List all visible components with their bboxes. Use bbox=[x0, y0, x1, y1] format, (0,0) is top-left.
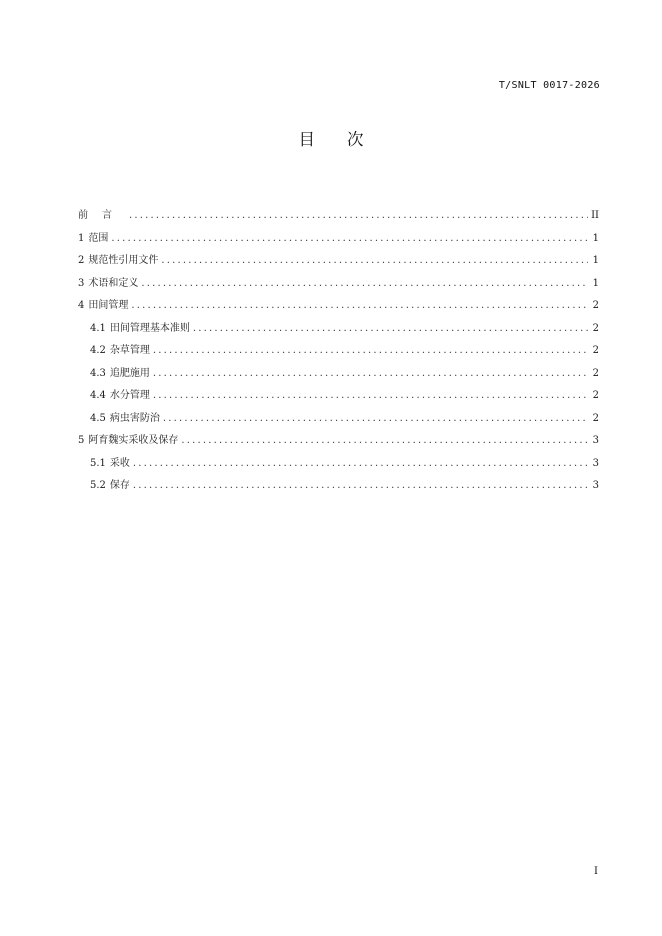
toc-entry-label: 阿育魏实采收及保存 bbox=[88, 435, 179, 446]
toc-entry[interactable] bbox=[78, 388, 599, 411]
toc-dot-leader bbox=[141, 276, 588, 292]
toc-entry-number: 4.4 bbox=[90, 390, 106, 401]
toc-dot-leader bbox=[133, 478, 588, 494]
toc-entry-number: 2 bbox=[78, 255, 85, 266]
toc-entry-page: 2 bbox=[592, 345, 599, 356]
toc-entry-number: 4.3 bbox=[90, 367, 106, 379]
toc-dot-leader bbox=[153, 388, 588, 404]
toc-title: 目次 bbox=[298, 130, 396, 149]
toc-entry-page: 2 bbox=[592, 390, 599, 401]
document-code: T/SNLT 0017-2026 bbox=[498, 80, 600, 91]
toc-entry-page: 2 bbox=[592, 300, 599, 311]
toc-entry-number: 4.2 bbox=[90, 345, 106, 356]
toc-entry-label: 田间管理基本准则 bbox=[109, 322, 190, 334]
toc-entry[interactable] bbox=[78, 456, 599, 479]
toc-dot-leader bbox=[131, 298, 588, 314]
toc-dot-leader bbox=[133, 456, 588, 472]
toc-entry[interactable] bbox=[78, 231, 599, 254]
toc-entry-page: 1 bbox=[592, 232, 599, 244]
table-of-contents bbox=[78, 208, 599, 501]
toc-entry[interactable] bbox=[78, 298, 599, 321]
toc-entry-label: 采收 bbox=[109, 457, 130, 469]
toc-dot-leader bbox=[181, 433, 588, 449]
toc-entry-number: 3 bbox=[78, 277, 85, 289]
toc-entry[interactable] bbox=[78, 433, 599, 456]
toc-entry-number: 5.2 bbox=[90, 480, 106, 491]
toc-entry-number: 4.1 bbox=[90, 322, 106, 334]
toc-dot-leader bbox=[163, 411, 588, 427]
toc-entry[interactable] bbox=[78, 478, 599, 501]
toc-dot-leader bbox=[193, 321, 588, 337]
toc-entry-label: 范围 bbox=[88, 232, 109, 244]
toc-entry-page: II bbox=[591, 210, 599, 221]
toc-entry-page: 3 bbox=[592, 435, 599, 446]
toc-dot-leader bbox=[153, 343, 588, 359]
toc-entry-label: 追肥施用 bbox=[109, 367, 150, 379]
toc-entry[interactable] bbox=[78, 366, 599, 389]
toc-entry[interactable] bbox=[78, 343, 599, 366]
toc-dot-leader bbox=[129, 208, 588, 224]
toc-entry-number: 4.5 bbox=[90, 412, 106, 424]
toc-entry[interactable] bbox=[78, 321, 599, 344]
toc-entry-label: 术语和定义 bbox=[88, 277, 139, 289]
toc-entry-page: 1 bbox=[592, 277, 599, 289]
toc-dot-leader bbox=[161, 253, 588, 269]
toc-entry[interactable] bbox=[78, 411, 599, 434]
toc-entry[interactable] bbox=[78, 276, 599, 299]
toc-entry[interactable] bbox=[78, 253, 599, 276]
toc-entry-number: 1 bbox=[78, 232, 85, 244]
toc-entry-label: 保存 bbox=[109, 480, 130, 491]
toc-entry-label: 前言 bbox=[78, 210, 126, 221]
toc-entry-page: 2 bbox=[592, 322, 599, 334]
toc-dot-leader bbox=[153, 366, 588, 382]
toc-entry-page: 3 bbox=[592, 457, 599, 469]
toc-entry-number: 5 bbox=[78, 435, 85, 446]
toc-entry[interactable] bbox=[78, 208, 599, 231]
page-number: I bbox=[594, 866, 598, 877]
toc-entry-page: 2 bbox=[592, 367, 599, 379]
toc-entry-label: 病虫害防治 bbox=[109, 412, 160, 424]
toc-entry-number: 4 bbox=[78, 300, 85, 311]
toc-entry-label: 水分管理 bbox=[109, 390, 150, 401]
toc-entry-label: 规范性引用文件 bbox=[88, 255, 159, 266]
toc-entry-page: 1 bbox=[592, 255, 599, 266]
toc-entry-page: 2 bbox=[592, 412, 599, 424]
toc-entry-label: 杂草管理 bbox=[109, 345, 150, 356]
toc-entry-label: 田间管理 bbox=[88, 300, 129, 311]
toc-entry-page: 3 bbox=[592, 480, 599, 491]
toc-entry-number: 5.1 bbox=[90, 457, 106, 469]
toc-dot-leader bbox=[111, 231, 588, 247]
